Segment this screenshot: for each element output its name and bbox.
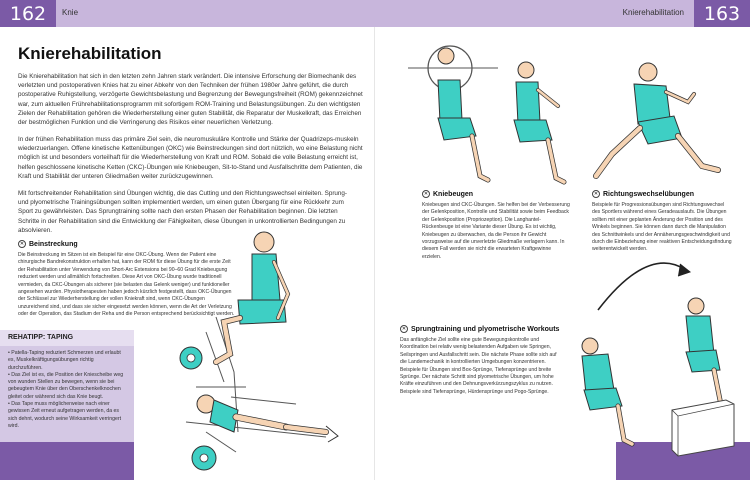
kniebeugen-heading: ✕ Kniebeugen [423,190,474,198]
sprungtraining-text: Das anfängliche Ziel sollte eine gute Bewegungskontrolle und Koordination bei relativ wenig belastenden Aufgaben wie Springen, Seilspringen und Ausfallschritt sein. Die nächste Phase sollte sich auf die Landemechanik in kontrollierten Umgebungen konzentrieren. Beispiele für Übungen sind Box-Sprünge, Tiefensprünge und breite Sprünge. Der nächste Schritt sind plyometrische Übungen, um hohe Kräfte einzuführen und den Dehnungsverkürzungszyklus zu nutzen. Beispiele sind Tiefensprünge, Hürdensprünge und Pogo-Sprünge. [400,337,557,395]
progression-paragraph: Mit fortschreitender Rehabilitation sind Übungen wichtig, die das Cutting und den Richtungswechsel einleiten. Sprung- und plyometrische Trainingsübungen sollten implementiert werden, um einen guten Übergang für eine Rückkehr zum Sport zu gewährleisten. Das Sprungtraining sollte nach den ersten Phasen der Rehabilitation beginnen. Die letzten Schritte in der Rehabilitation sind die Entwicklung der Fähigkeiten, diese Übungen in unkontrollierten Bedingungen zu absolvieren. [18,190,348,234]
beinstreckung-heading: ✕ Beinstreckung [19,240,78,248]
richtungswechsel-heading: ✕ Richtungswechselübungen [593,190,695,198]
intro-paragraph: Die Knierehabilitation hat sich in den letzten zehn Jahren stark verändert. Die intensive Erforschung der Biomechanik des verletzten und postoperativen Knies hat zu einer Abkehr von den Techniken der frühen 1980er Jahre geführt, die durch postoperative Ruhigstellung, verzögerte Gewichtsbelastung und Begrenzung der Bewegungsfreiheit (ROM) gekennzeichnet war, zum aktuellen Frührehabilitationsprogramm mit sofortigem ROM-Training und Belastungsübungen. Zu den wichtigsten Zielen der Rehabilitation gehören die Wiederherstellung einer guten Stabilität, die Reparatur der Muskelkraft, das Erreichen der bestmöglichen Funktion und die Verringerung des Risikos einer neuerlichen Verletzung. [18,73,363,127]
right-running-title: Knierehabilitation [622,8,684,17]
page-gutter [374,27,375,480]
left-running-title: Knie [62,8,79,17]
tip-list [8,350,128,430]
tip-item: • Das Ziel ist es, die Position der Kniescheibe weg von wunden Stellen zu bewegen, wenn sie bei gebeugtem Knie über den Oberschenkelknochen gleitet oder während sich das Knie beugt. [8,371,124,400]
tip-title-bar [0,330,134,346]
richtungswechsel-text: Beispiele für Progressionsübungen sind Richtungswechsel des Sportlers während eines Geradeauslaufs. Die Übungen sollten mit einer geplanten Änderung der Position und des Winkels beginnen. Sie können dann durch die Manipulation des Schnittwinkels und der Annäherungsgeschwindigkeit und durch die Einbeziehung einer reaktiven Entscheidungsfindung weiterentwickelt werden. [592,202,732,253]
box-jump-illustration [568,250,738,460]
sprungtraining-heading: ✕ Sprungtraining und plyometrische Workouts [401,325,560,333]
beinstreckung-text: Die Beinstreckung im Sitzen ist ein Beispiel für eine OKC-Übung. Wenn der Patient eine chirurgische Bandrekonstruktion erhalten hat, kann der ROM für diese Übung für die erste Zeit der Rehabilitation unter Verwendung von Short-Arc Extensions bei 90–60 Grad Kniebeugung reduziert werden und allmählich fortschreiten. Diese Art von OKC-Übung wurde traditionell vermieden, da CKC-Übungen als sicherer (sie belasten das Gelenk weniger) und funktioneller angesehen wurden. Physiotherapeuten haben jedoch kürzlich festgestellt, dass OKC-Übungen der Schlüssel zur Wiederherstellung der vollen Kniekraft sind, wenn CKC-Übungen unzureichend sind, und dass sie sicher eingesetzt werden können, wenn die Art der Verletzung oder der Operation, das Stadium der Reha und die Person entsprechend berücksichtigt werden. [18,252,235,318]
circled-cross-icon: ✕ [19,241,25,247]
circled-cross-icon: ✕ [401,326,407,332]
circled-cross-icon: ✕ [593,191,599,197]
right-page-number: 163 [694,0,750,27]
left-page-number: 162 [0,0,56,27]
tip-item: • Patella-Taping reduziert Schmerzen und erlaubt es, Muskelkräftigungsübungen richtig durchzuführen. [8,350,121,371]
circled-cross-icon: ✕ [423,191,429,197]
kniebeugen-text: Kniebeugen sind CKC-Übungen. Sie helfen bei der Verbesserung der Gelenkposition, Kontrolle und Stabilität sowie beim Feedback der Gelenkposition (Propriozeption). Die Langhantel-Rückenbeuge ist eine Variante dieser Übung. Es ist wichtig, Kniebeugen zu überwachen, da die Person ihr Gewicht vorzugsweise auf die unverletzte Gliedmaße verlagern kann. In diesem Fall werden sie nicht die erwarteten Kraftgewinne erzielen. [422,202,570,260]
squat-illustration [398,40,578,215]
left-corner-block [0,442,134,480]
page-title: Knierehabilitation [18,44,162,63]
tip-title: REHATIPP: TAPING [8,334,74,341]
leg-extension-illustration [176,222,366,472]
direction-change-illustration [590,58,740,188]
tip-item: • Das Tape muss möglicherweise nach einer gewissen Zeit erneut aufgetragen werden, da es sich dehnt, wodurch seine Wirksamkeit verringert wird. [8,401,122,429]
early-rehab-paragraph: In der frühen Rehabilitation muss das primäre Ziel sein, die neuromuskuläre Kontrolle und Stärke der Quadrizeps-muskeln wiederzuerlangen. Offene kinetische Kettenübungen (OKC) wie Beinstreckungen sind dort nützlich, wo eine Belastung nicht möglich ist und besonders vorteilhaft für die Wiederherstellung von Kraft und ROM. Sobald die volle Belastung erreicht ist, helfen geschlossene kinetische Ketten (CKC)-Übungen wie Kniebeugen, Sit-to-Stand und Ausfallschritte dem Patienten, die Kraft und Stabilität der unteren Gliedmaßen weiter zurückzugewinnen. [18,136,363,180]
